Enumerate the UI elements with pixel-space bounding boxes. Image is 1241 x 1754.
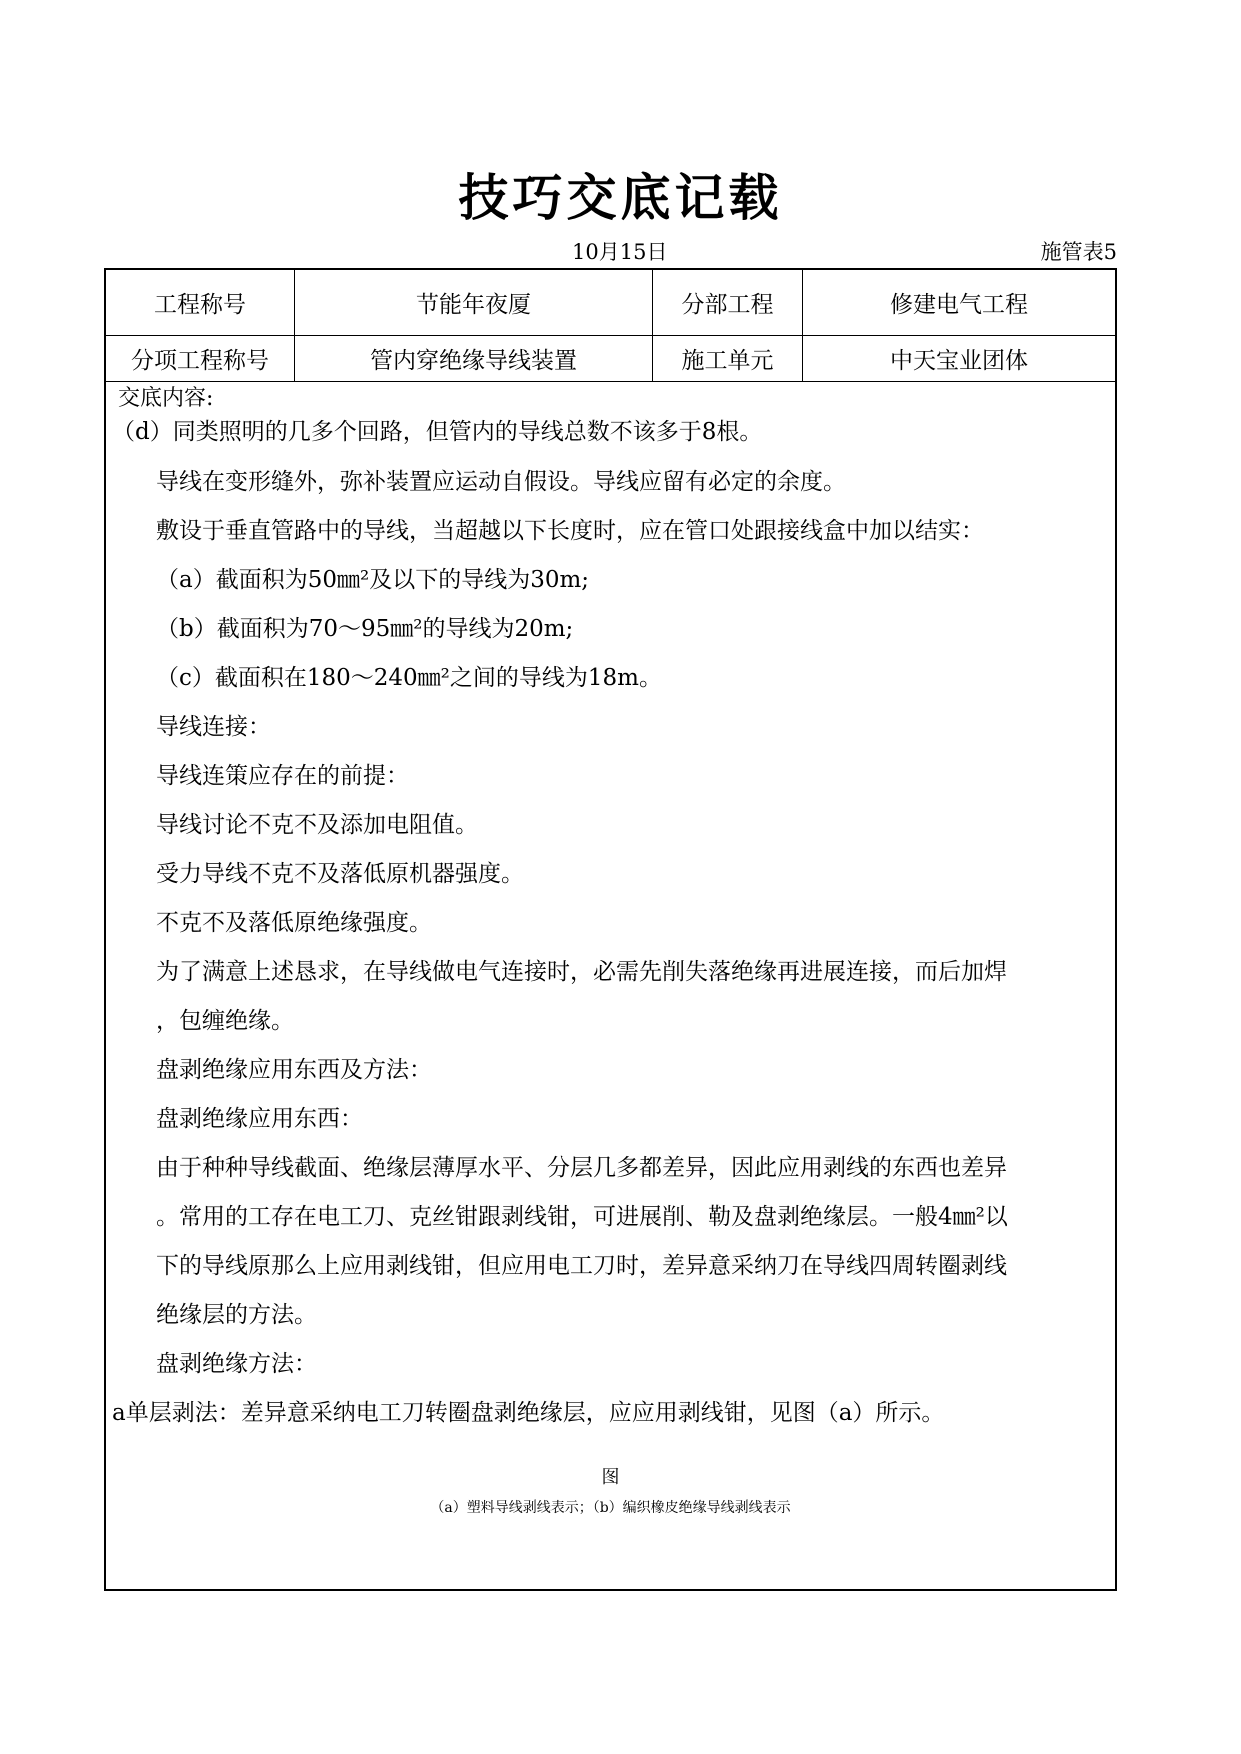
division-value: 修建电气工程 bbox=[890, 292, 1028, 318]
document-title: 技巧交底记载 bbox=[458, 169, 783, 227]
content-line: 为了满意上述恳求，在导线做电气连接时，必需先削失落绝缘再进展连接，而后加焊 bbox=[156, 959, 1007, 985]
contractor-label: 施工单元 bbox=[653, 336, 803, 381]
content-line: 敷设于垂直管路中的导线，当超越以下长度时，应在管口处跟接线盒中加以结实： bbox=[156, 518, 984, 544]
content-line: （a）截面积为50㎜²及以下的导线为30m; bbox=[156, 567, 590, 593]
header-row-2 bbox=[106, 336, 1115, 382]
content-line: 绝缘层的方法。 bbox=[156, 1302, 317, 1328]
content-line: 不克不及落低原绝缘强度。 bbox=[156, 910, 432, 936]
figure-label: 图 bbox=[601, 1467, 620, 1488]
content-line: 由于种种导线截面、绝缘层薄厚水平、分层几多都差异，因此应用剥线的东西也差异 bbox=[156, 1155, 1007, 1181]
division-label: 分部工程 bbox=[653, 270, 803, 335]
project-name-label: 工程称号 bbox=[106, 270, 295, 335]
content-line: 导线连接： bbox=[156, 714, 271, 740]
header-row-1 bbox=[106, 270, 1115, 336]
contractor-value: 中天宝业团体 bbox=[890, 348, 1028, 374]
form-number: 施管表5 bbox=[1040, 240, 1117, 264]
content-line: 导线讨论不克不及添加电阻值。 bbox=[156, 812, 478, 838]
content-line: （c）截面积在180～240㎜²之间的导线为18m。 bbox=[156, 665, 662, 691]
record-table bbox=[104, 268, 1117, 1591]
content-line: （b）截面积为70～95㎜²的导线为20m; bbox=[156, 616, 574, 642]
content-label: 交底内容: bbox=[118, 386, 214, 411]
content-line: 下的导线原那么上应用剥线钳，但应用电工刀时，差异意采纳刀在导线四周转圈剥线 bbox=[156, 1253, 1007, 1279]
content-line: （d）同类照明的几多个回路，但管内的导线总数不该多于8根。 bbox=[112, 419, 763, 445]
figure-caption: （a）塑料导线剥线表示；（b）编织橡皮绝缘导线剥线表示 bbox=[430, 1500, 791, 1516]
content-line: 盘剥绝缘方法： bbox=[156, 1351, 317, 1377]
content-line: 。常用的工存在电工刀、克丝钳跟剥线钳，可进展削、勒及盘剥绝缘层。一般4㎜²以 bbox=[156, 1204, 1008, 1230]
briefing-content bbox=[106, 382, 1115, 1589]
content-line: a单层剥法：差异意采纳电工刀转圈盘剥绝缘层，应应用剥线钳，见图（a）所示。 bbox=[112, 1400, 945, 1426]
project-name-value: 节能年夜厦 bbox=[295, 270, 653, 335]
content-line: 盘剥绝缘应用东西： bbox=[156, 1106, 363, 1132]
content-line: 受力导线不克不及落低原机器强度。 bbox=[156, 861, 524, 887]
subitem-label: 分项工程称号 bbox=[106, 336, 295, 381]
content-line: 导线在变形缝外，弥补装置应运动自假设。导线应留有必定的余度。 bbox=[156, 469, 846, 495]
date: 10月15日 bbox=[572, 240, 668, 264]
subitem-value: 管内穿绝缘导线装置 bbox=[295, 336, 653, 381]
content-line: 盘剥绝缘应用东西及方法： bbox=[156, 1057, 432, 1083]
content-line: 导线连策应存在的前提： bbox=[156, 763, 409, 789]
content-line: ，包缠绝缘。 bbox=[156, 1008, 294, 1034]
